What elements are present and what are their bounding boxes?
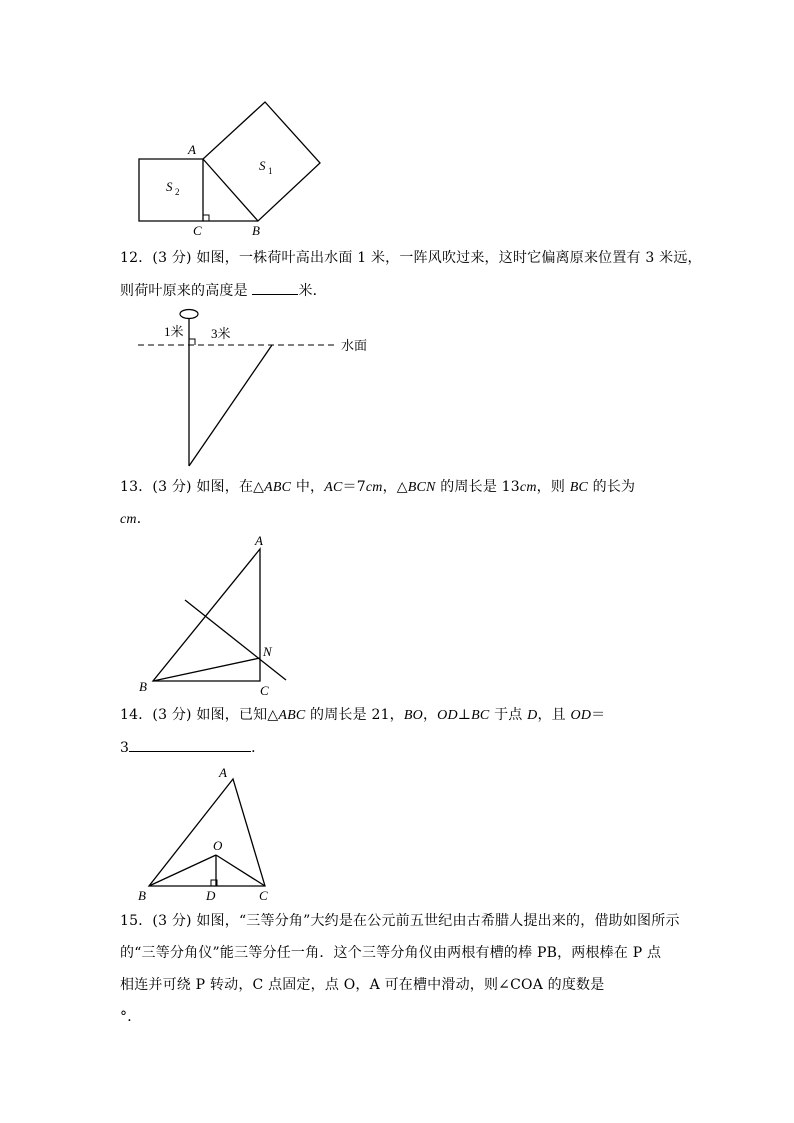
q14-d: D	[527, 708, 538, 723]
q14-line-2	[120, 737, 265, 758]
q14-text-f: ，且	[537, 707, 571, 723]
q13-bc: BC	[569, 480, 588, 495]
q15-line-2	[120, 943, 661, 963]
q12-line-2	[120, 280, 327, 301]
q14-od-2: OD	[570, 708, 592, 723]
q12-text-1: 12．(3 分) 如图，一株荷叶高出水面 1 米，一阵风吹过来，这时它偏离原来位置有 3 米远，	[120, 250, 702, 266]
label-water: 水面	[341, 338, 368, 353]
q13-ac: AC	[324, 480, 343, 495]
perpendicular-bisector	[185, 600, 286, 680]
q13-text-c: ＝7	[342, 479, 366, 495]
label-s1: S	[259, 158, 266, 173]
label-a: A	[188, 142, 196, 157]
q12-answer-blank	[252, 280, 298, 295]
q15-text-1: 15．(3 分) 如图，“三等分角”大约是在公元前五世纪由古希腊人提出来的，借助如图所示	[120, 913, 680, 929]
q13-line-1	[120, 477, 635, 498]
q14-text-c: ，	[422, 707, 438, 723]
label-s2: S	[166, 179, 173, 194]
label-c: C	[259, 888, 268, 903]
q13-text-b: 中，	[291, 479, 325, 495]
label-3m: 3米	[211, 326, 231, 341]
label-d: D	[206, 888, 216, 903]
q13-cm-2: cm	[519, 480, 537, 495]
q13-answer-unit: cm	[120, 512, 137, 527]
q14-equals: ＝	[591, 707, 606, 723]
label-c: C	[260, 683, 269, 698]
right-angle-mark	[189, 339, 195, 345]
q14-period: ．	[251, 740, 266, 756]
label-c: C	[193, 223, 202, 238]
segment-bo	[149, 855, 216, 886]
q13-period: ．	[136, 511, 151, 527]
q13-text-a: 13．(3 分) 如图，在△	[120, 479, 265, 495]
q15-text-4: °．	[120, 1009, 142, 1025]
q13-line-2	[120, 509, 151, 530]
q14-line-1	[120, 705, 605, 726]
figure-13-triangle	[130, 530, 300, 700]
label-b: B	[252, 223, 260, 238]
label-a: A	[219, 765, 227, 780]
q14-od-1: OD	[437, 708, 458, 723]
label-s2-sub: 2	[175, 187, 180, 197]
q15-line-3	[120, 975, 604, 995]
q15-line-1	[120, 911, 680, 931]
label-1m: 1米	[164, 324, 184, 339]
label-b: B	[139, 679, 147, 694]
q14-three: 3	[120, 740, 130, 756]
lotus-leaf	[180, 310, 198, 319]
q13-abc: ABC	[264, 480, 292, 495]
q13-text-e: 的周长是 13	[435, 479, 520, 495]
q12-text-2a: 则荷叶原来的高度是	[120, 283, 253, 299]
q12-text-2b: 米．	[298, 283, 327, 299]
q14-perp: ⊥	[457, 707, 472, 723]
q13-bcn: BCN	[407, 480, 436, 495]
q13-text-g: 的长为	[588, 479, 636, 495]
figure-11-squares	[130, 95, 330, 245]
q14-bc: BC	[471, 708, 490, 723]
figure-14-triangle	[130, 760, 290, 910]
figure-12-lotus	[130, 300, 390, 475]
q13-text-d: ，△	[382, 479, 408, 495]
q14-text-e: 于点	[489, 707, 528, 723]
q15-text-3: 相连并可绕 P 转动，C 点固定，点 O，A 可在槽中滑动，则∠COA 的度数是	[120, 977, 605, 993]
q14-answer-blank	[129, 737, 251, 752]
q12-line-1	[120, 248, 702, 268]
label-o: O	[213, 838, 223, 853]
q15-text-2: 的“三等分角仪”能三等分任一角．这个三等分角仪由两根有槽的棒 PB，两根棒在 P 点	[120, 945, 662, 961]
label-n: N	[263, 644, 272, 659]
q13-cm-1: cm	[365, 480, 383, 495]
label-a: A	[255, 533, 263, 548]
blown-stem	[189, 345, 272, 466]
q14-text-b: 的周长是 21，	[305, 707, 404, 723]
q14-text-a: 14．(3 分) 如图，已知△	[120, 707, 279, 723]
label-b: B	[138, 888, 146, 903]
right-angle-mark	[203, 215, 209, 221]
triangle-abc	[149, 779, 265, 886]
label-s1-sub: 1	[268, 166, 273, 176]
q14-abc: ABC	[278, 708, 306, 723]
q14-bo: BO	[403, 708, 423, 723]
q15-line-4	[120, 1007, 141, 1027]
q13-text-f: ，则	[536, 479, 570, 495]
